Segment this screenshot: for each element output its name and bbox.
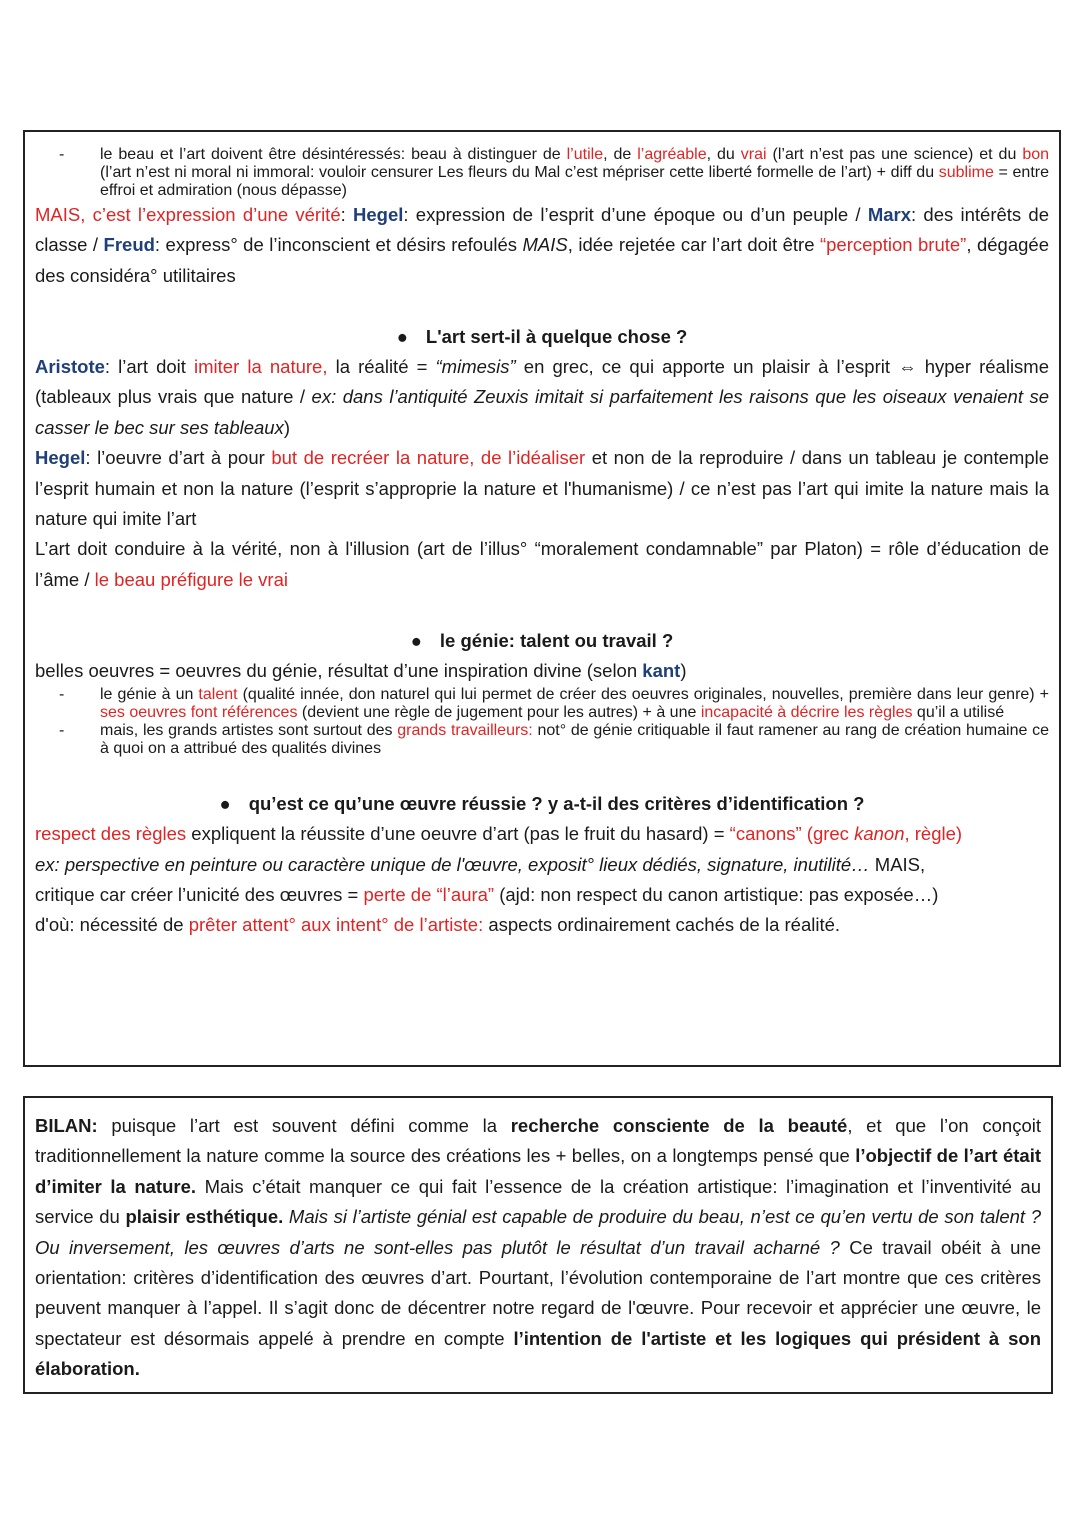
highlight-imiter: imiter la nature, [194, 356, 328, 378]
highlight-kanon: kanon [854, 823, 905, 845]
highlight-bon: bon [1022, 146, 1050, 163]
bilan-paragraph [35, 1111, 1041, 1385]
highlight-talent: talent [198, 686, 238, 704]
text-run: , et que l’on conçoit traditionnellement la nature comme la source des créations les + belles, on a longtemps pensé que [35, 1115, 1041, 1167]
text-run: d'où: nécessité de [35, 914, 189, 936]
highlight-preter: prêter attent° aux intent° de l’artiste: [188, 914, 484, 936]
paragraph [35, 443, 1049, 534]
italic-example: ex: dans l’antiquité Zeuxis imitait si parfaitement les raisons que les oiseaux venaient se casser le bec sur ses tableaux [35, 386, 1049, 438]
text-run: mais, les grands artistes sont surtout des [100, 722, 398, 740]
text-run: : express° de l’inconscient et désirs refoulés [154, 234, 523, 256]
list-item [35, 686, 1049, 722]
paragraph [35, 534, 1049, 595]
paragraph [35, 910, 1049, 940]
highlight-beau: le beau préfigure le vrai [94, 568, 288, 590]
highlight-vrai: vrai [740, 146, 767, 163]
list-item-text [100, 686, 1049, 722]
text-run: , de [603, 146, 638, 163]
name-hegel: Hegel [35, 447, 86, 469]
italic-mais: MAIS [522, 234, 568, 256]
text-run: ) [680, 660, 687, 682]
text-run: et non de la reproduire / dans un tableau je contemple l’esprit humain et non la nature (l’esprit s’approprie la nature et l'humanisme) / ce n’est pas l’art qui imite la nature mais la nature qui imite l’art [35, 447, 1050, 530]
paragraph [35, 200, 1049, 291]
text-run: = entre effroi et admiration (nous dépasse) [100, 164, 1050, 199]
list-item [35, 146, 1049, 200]
highlight-but: but de recréer la nature, de l’idéaliser [271, 447, 586, 469]
paragraph [35, 352, 1049, 443]
text-run: critique car créer l’unicité des œuvres = [35, 884, 364, 906]
list-item-text [100, 146, 1049, 200]
highlight-references: ses oeuvres font références [100, 704, 298, 722]
text-run: : l’art doit [104, 356, 195, 378]
highlight-perception: “perception brute” [819, 234, 967, 256]
highlight-agreable: l’agréable [637, 146, 707, 163]
section-title [35, 322, 1049, 352]
text-run: ) [283, 416, 291, 438]
text-run: : expression de l’esprit d’une époque ou d’un peuple / [403, 204, 868, 225]
highlight-utile: l’utile [566, 146, 604, 163]
paragraph [35, 880, 1049, 910]
name-hegel: Hegel [353, 204, 404, 225]
list-item [35, 722, 1049, 758]
paragraph [35, 850, 1049, 880]
highlight-sublime: sublime [938, 164, 994, 181]
highlight-aura: perte de “l’aura” [363, 884, 495, 906]
section-title [35, 789, 1049, 819]
text-run: , du [706, 146, 741, 163]
name-kant: kant [642, 660, 681, 682]
text-run: Mais c’était manquer ce qui fait l’essence de la création artistique: l’imagination et l’inventivité au service du [35, 1175, 1041, 1228]
section-title [35, 626, 1049, 656]
italic-mimesis: “mimesis” [435, 356, 516, 378]
text-run: qu’il a utilisé [912, 704, 1005, 722]
highlight-travailleurs: grands travailleurs: [397, 722, 533, 740]
text-run: le génie à un [100, 686, 199, 704]
text-run: (devient une règle de jugement pour les autres) + à une [297, 704, 701, 722]
text-run: , dégagée des considéra° utilitaires [35, 234, 1049, 286]
name-aristote: Aristote [35, 356, 105, 378]
text-run: : des intérêts de classe / [35, 204, 1050, 256]
text-run: , idée rejetée car l’art doit être [567, 234, 820, 256]
name-freud: Freud [103, 234, 155, 256]
bilan-box [23, 1096, 1053, 1394]
main-notes-box [23, 130, 1061, 1067]
text-run: puisque l’art est souvent défini comme la [97, 1115, 511, 1136]
section-title-text: qu’est ce qu’une œuvre réussie ? y a-t-il des critères d’identification ? [248, 792, 865, 814]
text-run: MAIS, [869, 853, 926, 875]
text-run: (l’art n’est ni moral ni immoral: vouloir censurer Les fleurs du Mal c’est mépriser cette liberté formelle de l’art) + diff du [100, 164, 939, 181]
text-run: not° de génie critiquable il faut ramener au rang de création humaine ce à quoi on a attribué des qualités divines [100, 722, 1050, 758]
highlight-canons: “canons” (grec [729, 823, 855, 845]
text-run: belles oeuvres = oeuvres du génie, résultat d’une inspiration divine (selon [35, 660, 643, 682]
dash-marker: - [59, 722, 65, 740]
paragraph [35, 819, 1049, 849]
text-run: (l’art n’est pas une science) et du [766, 146, 1023, 163]
bold-run: recherche consciente de la beauté [510, 1115, 848, 1136]
bold-run: l’intention de l'artiste et les logiques qui président à son élaboration. [35, 1327, 1041, 1380]
text-run: en grec, ce qui apporte un plaisir à l’esprit ⇔ hyper réalisme (tableaux plus vrais que nature / [35, 356, 1050, 408]
highlight-respect: respect des règles [35, 823, 187, 845]
text-run: L’art doit conduire à la vérité, non à l'illusion (art de l’illus° “moralement condamnable” par Platon) = rôle d’éducation de l’âme / [35, 538, 1049, 590]
text-run: la réalité = [327, 356, 436, 378]
text-run: : [340, 204, 354, 225]
dash-marker: - [59, 146, 65, 163]
bold-run: plaisir esthétique. [125, 1206, 284, 1228]
bullet-icon: ● [219, 792, 231, 814]
text-run: expliquent la réussite d’une oeuvre d’art (pas le fruit du hasard) = [186, 823, 730, 845]
dash-marker: - [59, 686, 65, 704]
bullet-icon: ● [396, 325, 408, 347]
text-run: aspects ordinairement cachés de la réalité. [483, 914, 841, 936]
text-run: le beau et l’art doivent être désintéressés: beau à distinguer de [100, 146, 567, 163]
section-title-text: L'art sert-il à quelque chose ? [425, 325, 688, 347]
paragraph [35, 656, 1049, 686]
text-run: (qualité innée, don naturel qui lui permet de créer des oeuvres originales, nouvelles, première dans leur genre) + [237, 686, 1050, 704]
list-item-text [100, 722, 1049, 758]
italic-run: Mais si l’artiste génial est capable de produire du beau, n’est ce qu’en vertu de son talent ? Ou inversement, les œuvres d’arts ne sont-elles pas plutôt le résultat d’un travail acharné ? [35, 1206, 1042, 1258]
highlight-incapacite: incapacité à décrire les règles [700, 704, 913, 722]
highlight-regle: , règle) [904, 823, 963, 845]
text-run: Ce travail obéit à une orientation: critères d’identification des œuvres d’art. Pourtant, l’évolution contemporaine de l’art montre que ces critères peuvent manquer à l’appel. Il s’agit donc de décentrer notre regard de l'œuvre. Pour recevoir et apprécier une œuvre, le spectateur est désormais appelé à prendre en compte [35, 1236, 1042, 1349]
bold-run: l’objectif de l’art était d’imiter la nature. [35, 1145, 1042, 1197]
section-title-text: le génie: talent ou travail ? [439, 629, 674, 651]
text-run: (ajd: non respect du canon artistique: pas exposée…) [494, 884, 939, 906]
highlight-mais: MAIS, c’est l’expression d’une vérité [35, 204, 341, 225]
bilan-label: BILAN: [35, 1115, 98, 1136]
name-marx: Marx [867, 204, 912, 225]
italic-example: ex: perspective en peinture ou caractère unique de l'œuvre, exposit° lieux dédiés, signature, inutilité… [35, 853, 870, 875]
bullet-icon: ● [410, 629, 422, 651]
text-run: : l’oeuvre d’art à pour [85, 447, 272, 469]
